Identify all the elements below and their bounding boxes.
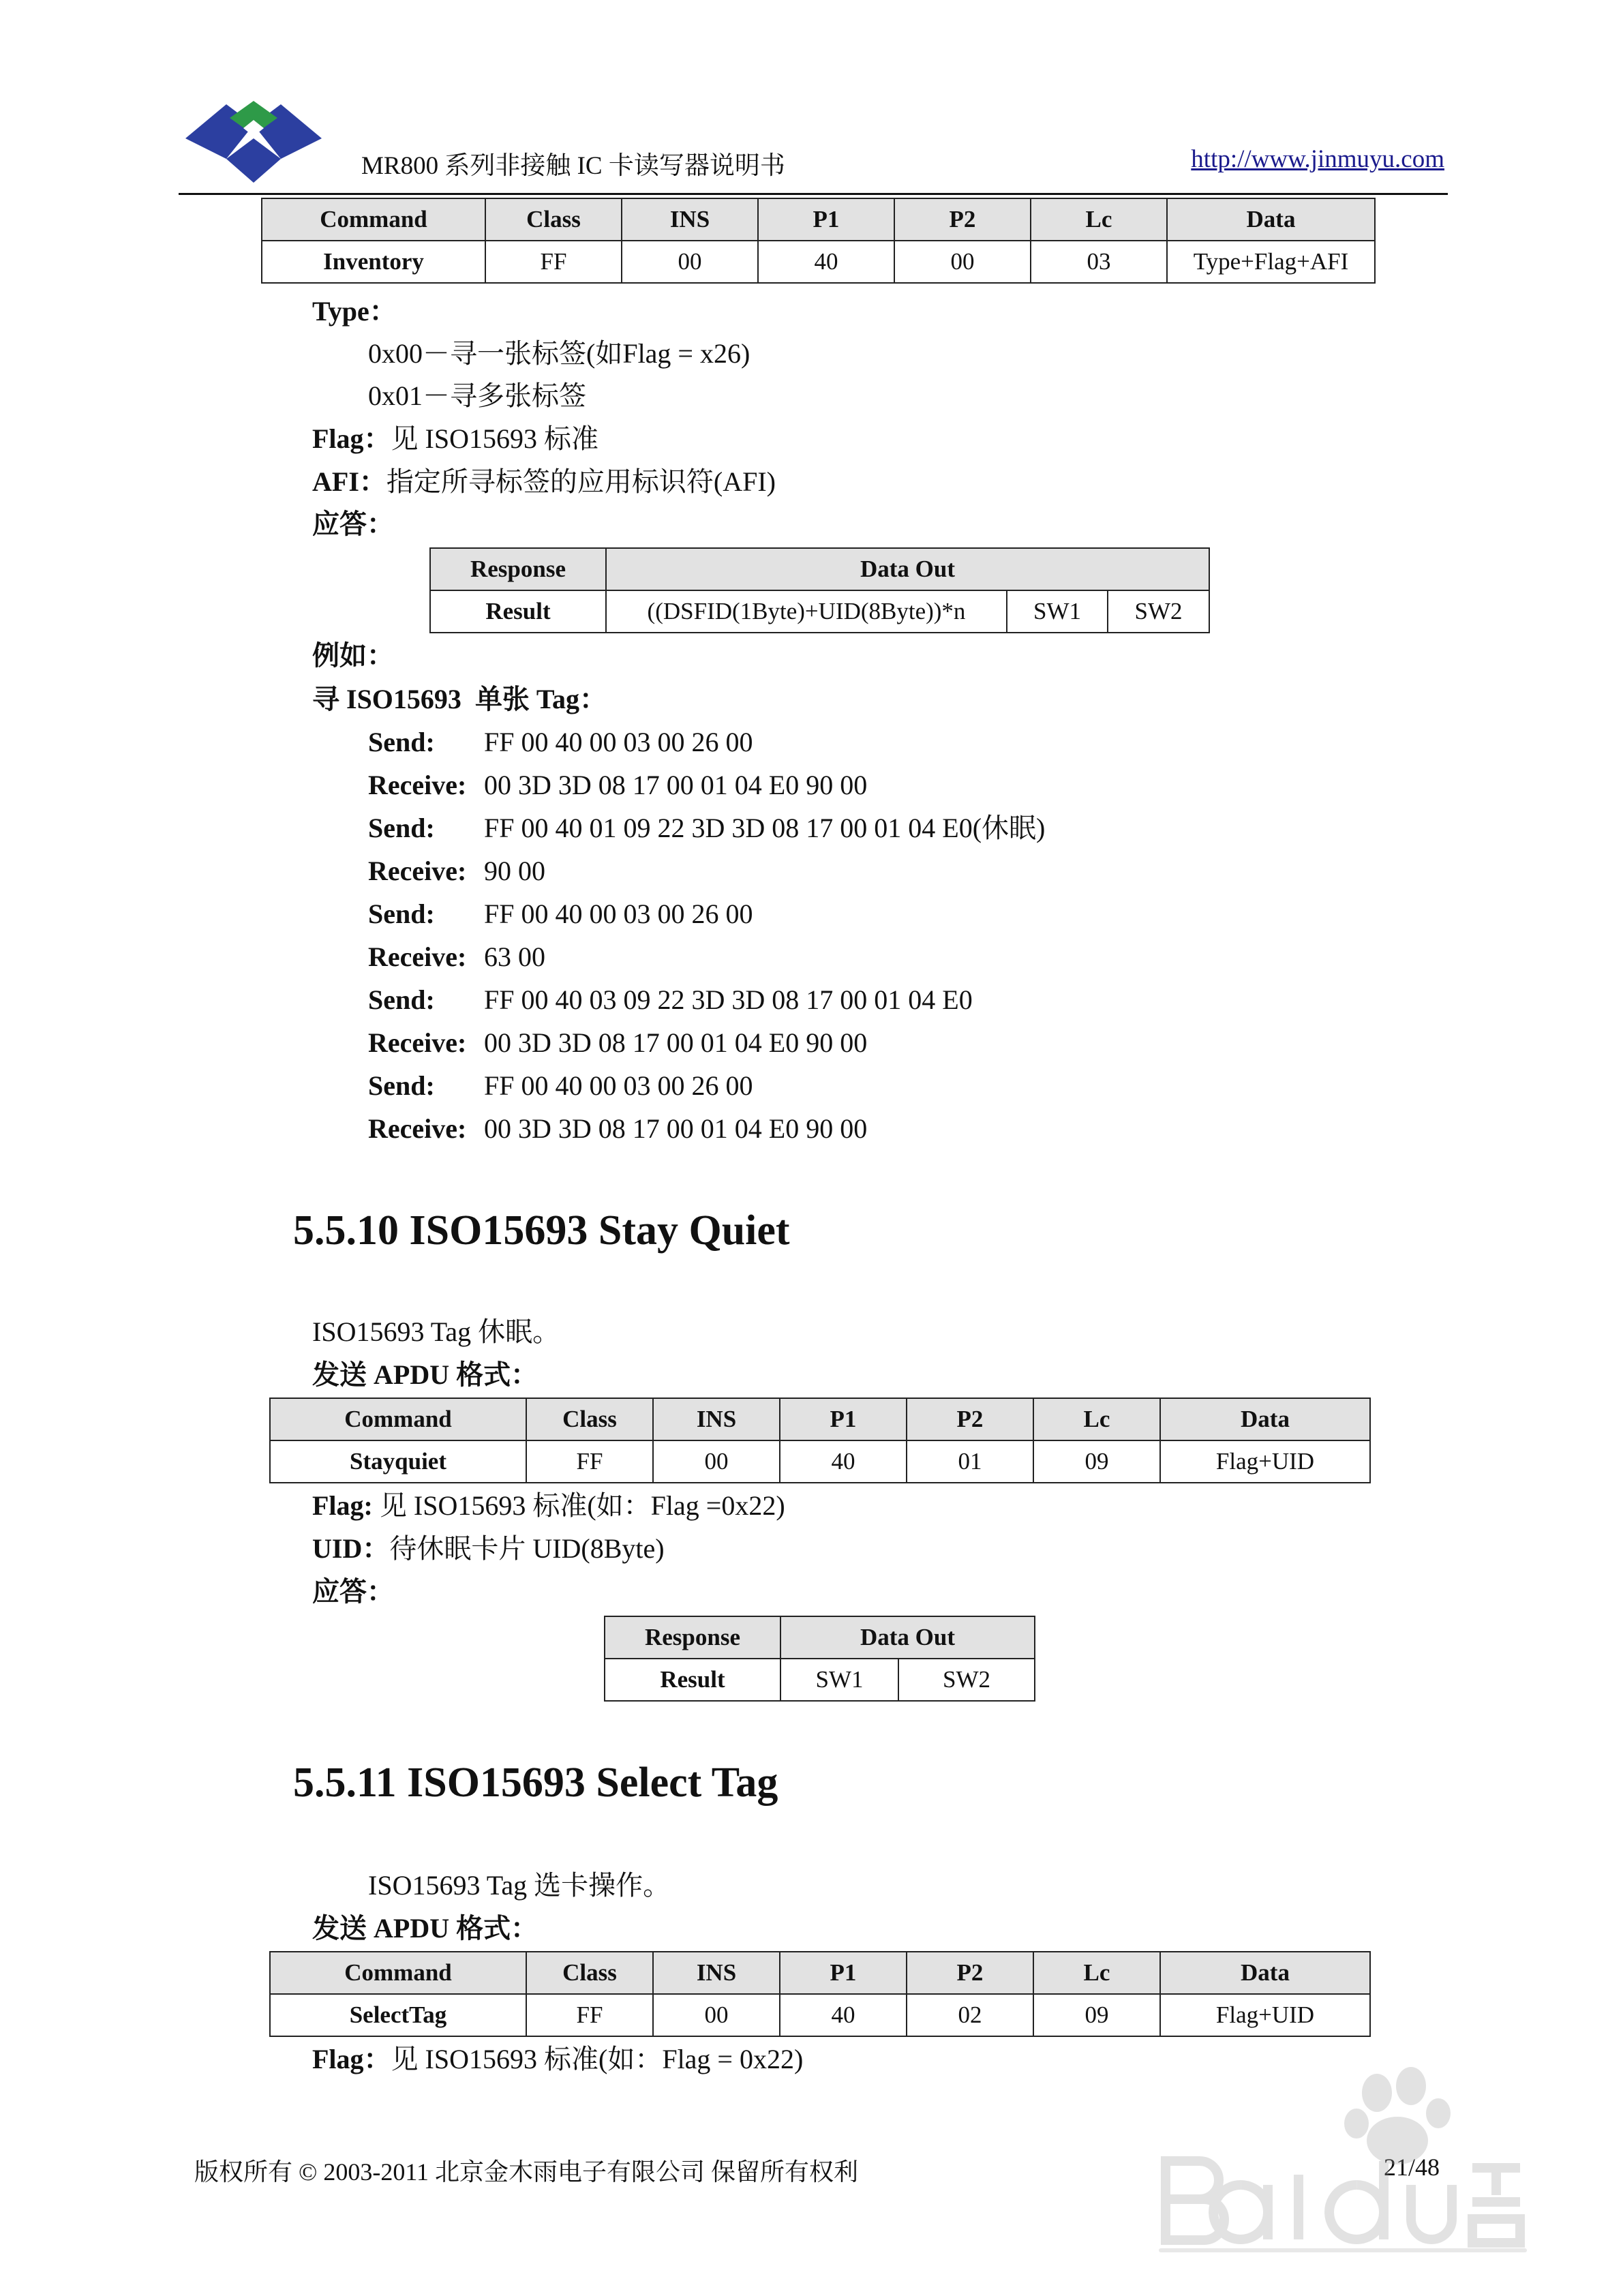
- exchange-value: 00 3D 3D 08 17 00 01 04 E0 90 00: [484, 770, 868, 800]
- exchange-line: [368, 769, 867, 802]
- stay-quiet-response-table: [604, 1616, 1035, 1702]
- col-command: Command: [270, 1952, 526, 1994]
- col-p1: P1: [780, 1398, 907, 1440]
- col-p2: P2: [894, 198, 1031, 241]
- cell-sw1: SW1: [1007, 590, 1108, 633]
- exchange-line: [368, 1027, 867, 1059]
- type-item: 0x00－寻一张标签(如Flag = x26): [368, 338, 750, 369]
- type-item: 0x01－寻多张标签: [368, 380, 586, 411]
- col-class: Class: [485, 198, 622, 241]
- col-data-out: Data Out: [606, 548, 1209, 590]
- apdu-label-part: 发送: [312, 1359, 367, 1390]
- apdu-label-part: APDU 格式：: [374, 1913, 539, 1944]
- exchange-value: FF 00 40 00 03 00 26 00: [484, 727, 753, 757]
- cell-sw2: SW2: [1108, 590, 1209, 633]
- exchange-key: Receive:: [368, 1113, 467, 1144]
- flag-label: Flag：: [312, 2044, 391, 2074]
- cell-sw2: SW2: [898, 1659, 1035, 1701]
- flag-line: [312, 2043, 803, 2076]
- flag-label: Flag:: [312, 1490, 373, 1521]
- cell-command: SelectTag: [270, 1994, 526, 2036]
- cell-lc: 09: [1033, 1994, 1160, 2036]
- select-tag-command-table: [269, 1951, 1371, 2037]
- apdu-format-label: [312, 1912, 538, 1945]
- exchange-line: [368, 984, 973, 1016]
- cell-lc: 09: [1033, 1440, 1160, 1483]
- copyright-footer: 版权所有 © 2003-2011 北京金木雨电子有限公司 保留所有权利: [194, 2158, 859, 2186]
- exchange-line: [368, 898, 753, 931]
- cell-ins: 00: [653, 1994, 780, 2036]
- col-response: Response: [605, 1616, 780, 1659]
- col-lc: Lc: [1033, 1398, 1160, 1440]
- apdu-label-part: 发送: [312, 1913, 367, 1944]
- cell-ins: 00: [622, 241, 758, 283]
- uid-text: 待休眠卡片 UID(8Byte): [389, 1533, 665, 1564]
- col-p2: P2: [907, 1952, 1033, 1994]
- apdu-label-part: APDU 格式：: [374, 1359, 539, 1390]
- exchange-value: FF 00 40 01 09 22 3D 3D 08 17 00 01 04 E0(休眠): [484, 813, 1046, 843]
- exchange-key: Receive:: [368, 1027, 467, 1058]
- flag-line: [312, 423, 598, 455]
- exchange-key: Receive:: [368, 856, 467, 886]
- col-p1: P1: [758, 198, 894, 241]
- exchange-line: [368, 726, 753, 759]
- col-p2: P2: [907, 1398, 1033, 1440]
- cell-command: Stayquiet: [270, 1440, 526, 1483]
- apdu-format-label: [312, 1359, 538, 1391]
- col-data-out: Data Out: [780, 1616, 1035, 1659]
- col-command: Command: [262, 198, 485, 241]
- col-lc: Lc: [1033, 1952, 1160, 1994]
- section-heading-select-tag: 5.5.11 ISO15693 Select Tag: [293, 1759, 778, 1806]
- exchange-line: [368, 941, 545, 973]
- cell-sw1: SW1: [780, 1659, 898, 1701]
- response-label: 应答：: [312, 509, 394, 539]
- flag-label: Flag：: [312, 423, 391, 454]
- col-data: Data: [1160, 1398, 1370, 1440]
- col-response: Response: [430, 548, 606, 590]
- col-ins: INS: [653, 1398, 780, 1440]
- cell-p1: 40: [758, 241, 894, 283]
- exchange-value: FF 00 40 00 03 00 26 00: [484, 898, 753, 929]
- cell-p1: 40: [780, 1994, 907, 2036]
- cell-data: Flag+UID: [1160, 1994, 1370, 2036]
- exchange-line: [368, 1113, 867, 1145]
- afi-line: [312, 466, 776, 498]
- exchange-line: [368, 1070, 753, 1102]
- cell-ins: 00: [653, 1440, 780, 1483]
- cell-data: Flag+UID: [1160, 1440, 1370, 1483]
- afi-text: 指定所寻标签的应用标识符(AFI): [386, 466, 776, 497]
- cell-p1: 40: [780, 1440, 907, 1483]
- col-ins: INS: [653, 1952, 780, 1994]
- exchange-key: Send:: [368, 898, 435, 929]
- col-p1: P1: [780, 1952, 907, 1994]
- flag-text: 见 ISO15693 标准(如：Flag = 0x22): [391, 2044, 804, 2074]
- cell-class: FF: [485, 241, 622, 283]
- exchange-value: 00 3D 3D 08 17 00 01 04 E0 90 00: [484, 1027, 868, 1058]
- response-label: 应答：: [312, 1576, 394, 1607]
- section-heading-stay-quiet: 5.5.10 ISO15693 Stay Quiet: [293, 1207, 790, 1254]
- inventory-command-table: [261, 198, 1376, 284]
- exchange-key: Send:: [368, 813, 435, 843]
- exchange-key: Send:: [368, 727, 435, 757]
- exchange-line: [368, 855, 545, 888]
- cell-p2: 02: [907, 1994, 1033, 2036]
- col-data: Data: [1160, 1952, 1370, 1994]
- cell-command: Inventory: [262, 241, 485, 283]
- example-label: 例如：: [312, 640, 394, 671]
- exchange-key: Send:: [368, 984, 435, 1015]
- cell-class: FF: [526, 1440, 653, 1483]
- flag-line: [312, 1490, 785, 1522]
- example-title: [312, 683, 607, 716]
- exchange-value: 63 00: [484, 941, 545, 972]
- cell-p2: 01: [907, 1440, 1033, 1483]
- exchange-key: Receive:: [368, 941, 467, 972]
- website-link[interactable]: http://www.jinmuyu.com: [1191, 145, 1444, 173]
- type-label: Type：: [312, 296, 397, 327]
- example-title-part: 单张 Tag：: [474, 684, 607, 714]
- col-command: Command: [270, 1398, 526, 1440]
- uid-label: UID：: [312, 1533, 390, 1564]
- header-divider: [179, 193, 1448, 195]
- col-class: Class: [526, 1952, 653, 1994]
- col-lc: Lc: [1031, 198, 1167, 241]
- afi-label: AFI：: [312, 466, 386, 497]
- cell-result: Result: [605, 1659, 780, 1701]
- flag-text: 见 ISO15693 标准(如：Flag =0x22): [379, 1490, 785, 1521]
- exchange-key: Send:: [368, 1070, 435, 1101]
- uid-line: [312, 1532, 665, 1565]
- stay-quiet-intro: ISO15693 Tag 休眠。: [312, 1316, 560, 1347]
- exchange-value: 00 3D 3D 08 17 00 01 04 E0 90 00: [484, 1113, 868, 1144]
- col-ins: INS: [622, 198, 758, 241]
- cell-data: Type+Flag+AFI: [1167, 241, 1375, 283]
- example-title-part: 寻 ISO15693: [312, 684, 461, 714]
- flag-text: 见 ISO15693 标准: [391, 423, 598, 454]
- exchange-value: FF 00 40 03 09 22 3D 3D 08 17 00 01 04 E0: [484, 984, 973, 1015]
- col-class: Class: [526, 1398, 653, 1440]
- stay-quiet-command-table: [269, 1398, 1371, 1483]
- exchange-line: [368, 812, 1045, 845]
- col-data: Data: [1167, 198, 1375, 241]
- inventory-response-table: [429, 547, 1210, 633]
- cell-lc: 03: [1031, 241, 1167, 283]
- cell-result: Result: [430, 590, 606, 633]
- exchange-value: FF 00 40 00 03 00 26 00: [484, 1070, 753, 1101]
- cell-p2: 00: [894, 241, 1031, 283]
- cell-data-out: ((DSFID(1Byte)+UID(8Byte))*n: [606, 590, 1007, 633]
- company-logo-icon: [179, 87, 329, 190]
- document-title: MR800 系列非接触 IC 卡读写器说明书: [361, 152, 785, 180]
- exchange-key: Receive:: [368, 770, 467, 800]
- select-tag-intro: ISO15693 Tag 选卡操作。: [368, 1870, 671, 1901]
- exchange-value: 90 00: [484, 856, 545, 886]
- baidu-jingyan-watermark-icon: [1152, 2066, 1534, 2270]
- cell-class: FF: [526, 1994, 653, 2036]
- page-number: 21/48: [1384, 2154, 1440, 2181]
